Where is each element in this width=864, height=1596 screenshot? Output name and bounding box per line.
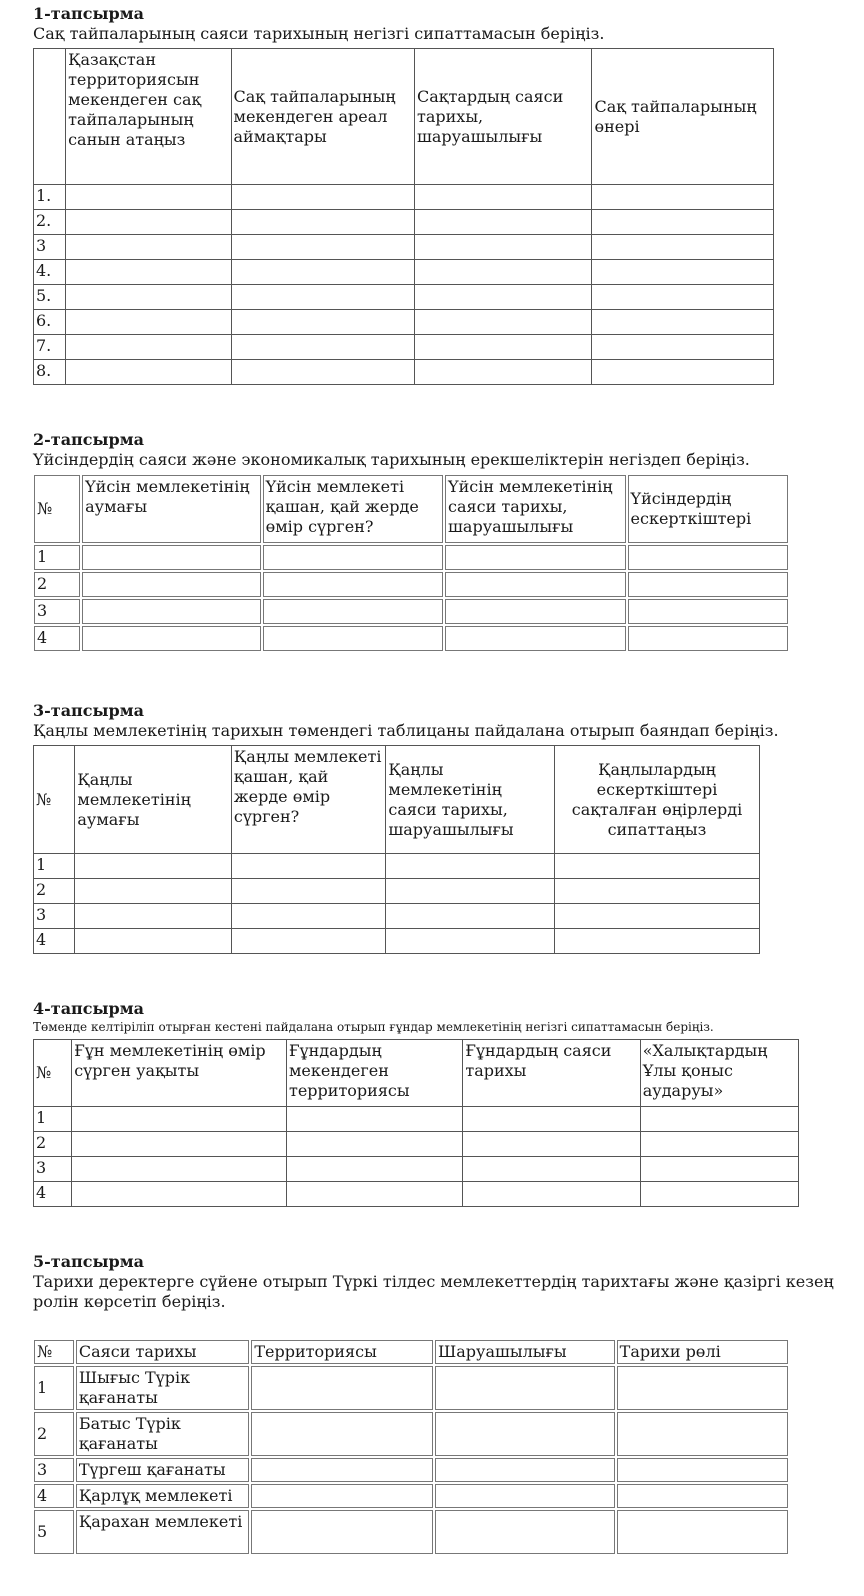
task5-table [32,1338,790,1556]
task5-desc-line1: Тарихи деректерге сүйене отырып Түркі тілдес мемлекеттердің тарихтағы және қазіргі кезең [33,1272,834,1291]
row-number: 4 [34,929,75,954]
state-name: Қарлұқ мемлекеті [76,1484,249,1508]
table-row [34,185,774,210]
task4-desc: Төменде келтіріліп отырған кестені пайдалана отырып ғұндар мемлекетінің негізгі сипаттамасын беріңіз. [33,1020,714,1034]
row-number: 2 [34,1132,72,1157]
row-number: 8. [34,360,66,385]
header-cell: Қаңлы мемлекетінің аумағы [75,746,232,854]
task3-desc: Қаңлы мемлекетінің тарихын төмендегі таблицаны пайдалана отырып баяндап беріңіз. [33,721,779,740]
task1-desc: Сақ тайпаларының саяси тарихының негізгі сипаттамасын беріңіз. [33,24,605,43]
header-cell: № [34,1340,74,1364]
task5-title: 5-тапсырма [33,1252,144,1271]
header-cell: № [34,475,80,543]
table-row [34,1366,788,1410]
row-number: 2 [34,572,80,597]
task3-table [33,745,760,954]
header-cell: № [34,746,75,854]
table-row [34,1412,788,1456]
task1-block [33,4,604,44]
table-row [34,904,760,929]
header-cell: № [34,1040,72,1107]
header-cell: Территориясы [251,1340,433,1364]
header-cell: Үйсіндердің ескерткіштері [628,475,788,543]
header-cell: Қазақстан территориясын мекендеген сақ тайпаларының санын атаңыз [66,49,231,185]
row-number: 3 [34,1458,74,1482]
task4-table [33,1039,799,1207]
row-number: 5 [34,1510,74,1554]
task2-title: 2-тапсырма [33,430,144,449]
row-number: 4 [34,1484,74,1508]
state-name: Шығыс Түрік қағанаты [76,1366,249,1410]
header-cell: Саяси тарихы [76,1340,249,1364]
row-number: 3 [34,235,66,260]
table-header-row [34,475,788,543]
task2-table [32,473,790,653]
row-number: 1 [34,854,75,879]
task3-title: 3-тапсырма [33,701,144,720]
header-cell: Қаңлы мемлекетінің саяси тарихы, шаруашылығы [386,746,555,854]
table-header-row [34,1040,799,1107]
row-number: 4. [34,260,66,285]
row-number: 1 [34,1107,72,1132]
task5-desc-line2: ролін көрсетіп беріңіз. [33,1292,226,1311]
row-number: 4 [34,626,80,651]
table-row [34,335,774,360]
task4-block [33,999,714,1035]
header-cell: Қаңлы мемлекеті қашан, қай жерде өмір сүрген? [231,746,385,854]
header-cell: Үйсін мемлекетінің саяси тарихы, шаруашылығы [445,475,625,543]
table-header-row [34,1340,788,1364]
table-row [34,929,760,954]
row-number: 4 [34,1182,72,1207]
header-cell: Ғұндардың мекендеген территориясы [286,1040,462,1107]
table-row [34,285,774,310]
header-cell: «Халықтардың Ұлы қоныс аударуы» [640,1040,798,1107]
task4-title: 4-тапсырма [33,999,144,1018]
row-number: 1 [34,1366,74,1410]
state-name: Қарахан мемлекеті [76,1510,249,1554]
row-number: 3 [34,599,80,624]
table-row [34,360,774,385]
table-row [34,1182,799,1207]
table-row [34,310,774,335]
table-row [34,854,760,879]
header-cell: Сақ тайпаларының мекендеген ареал аймақтары [231,49,414,185]
table-row [34,626,788,651]
table-row [34,1510,788,1554]
header-cell: Тарихи рөлі [617,1340,788,1364]
header-cell [34,49,66,185]
state-name: Батыс Түрік қағанаты [76,1412,249,1456]
header-cell: Шаруашылығы [435,1340,615,1364]
table-row [34,260,774,285]
row-number: 7. [34,335,66,360]
row-number: 1 [34,545,80,570]
table-row [34,1458,788,1482]
header-cell: Ғұндардың саяси тарихы [463,1040,640,1107]
table-row [34,1107,799,1132]
header-cell: Қаңлылардың ескерткіштері сақталған өңірлерді сипаттаңыз [555,746,760,854]
row-number: 2 [34,879,75,904]
task2-desc: Үйсіндердің саяси және экономикалық тарихының ерекшеліктерін негіздеп беріңіз. [33,450,750,469]
task2-block [33,430,750,470]
table-row [34,210,774,235]
state-name: Түргеш қағанаты [76,1458,249,1482]
row-number: 5. [34,285,66,310]
task5-block [33,1252,834,1312]
row-number: 1. [34,185,66,210]
table-row [34,1157,799,1182]
table-header-row [34,746,760,854]
table-row [34,599,788,624]
row-number: 2 [34,1412,74,1456]
row-number: 2. [34,210,66,235]
table-row [34,572,788,597]
header-cell: Үйсін мемлекеті қашан, қай жерде өмір сүрген? [263,475,443,543]
table-row [34,1484,788,1508]
task1-table [33,48,774,385]
header-cell: Үйсін мемлекетінің аумағы [82,475,260,543]
table-row [34,879,760,904]
table-row [34,1132,799,1157]
header-cell: Сақтардың саяси тарихы, шаруашылығы [415,49,592,185]
row-number: 6. [34,310,66,335]
table-row [34,235,774,260]
task3-block [33,701,779,741]
table-row [34,545,788,570]
header-cell: Ғұн мемлекетінің өмір сүрген уақыты [72,1040,287,1107]
header-cell: Сақ тайпаларының өнері [592,49,774,185]
table-header-row [34,49,774,185]
row-number: 3 [34,904,75,929]
task1-title: 1-тапсырма [33,4,144,23]
row-number: 3 [34,1157,72,1182]
